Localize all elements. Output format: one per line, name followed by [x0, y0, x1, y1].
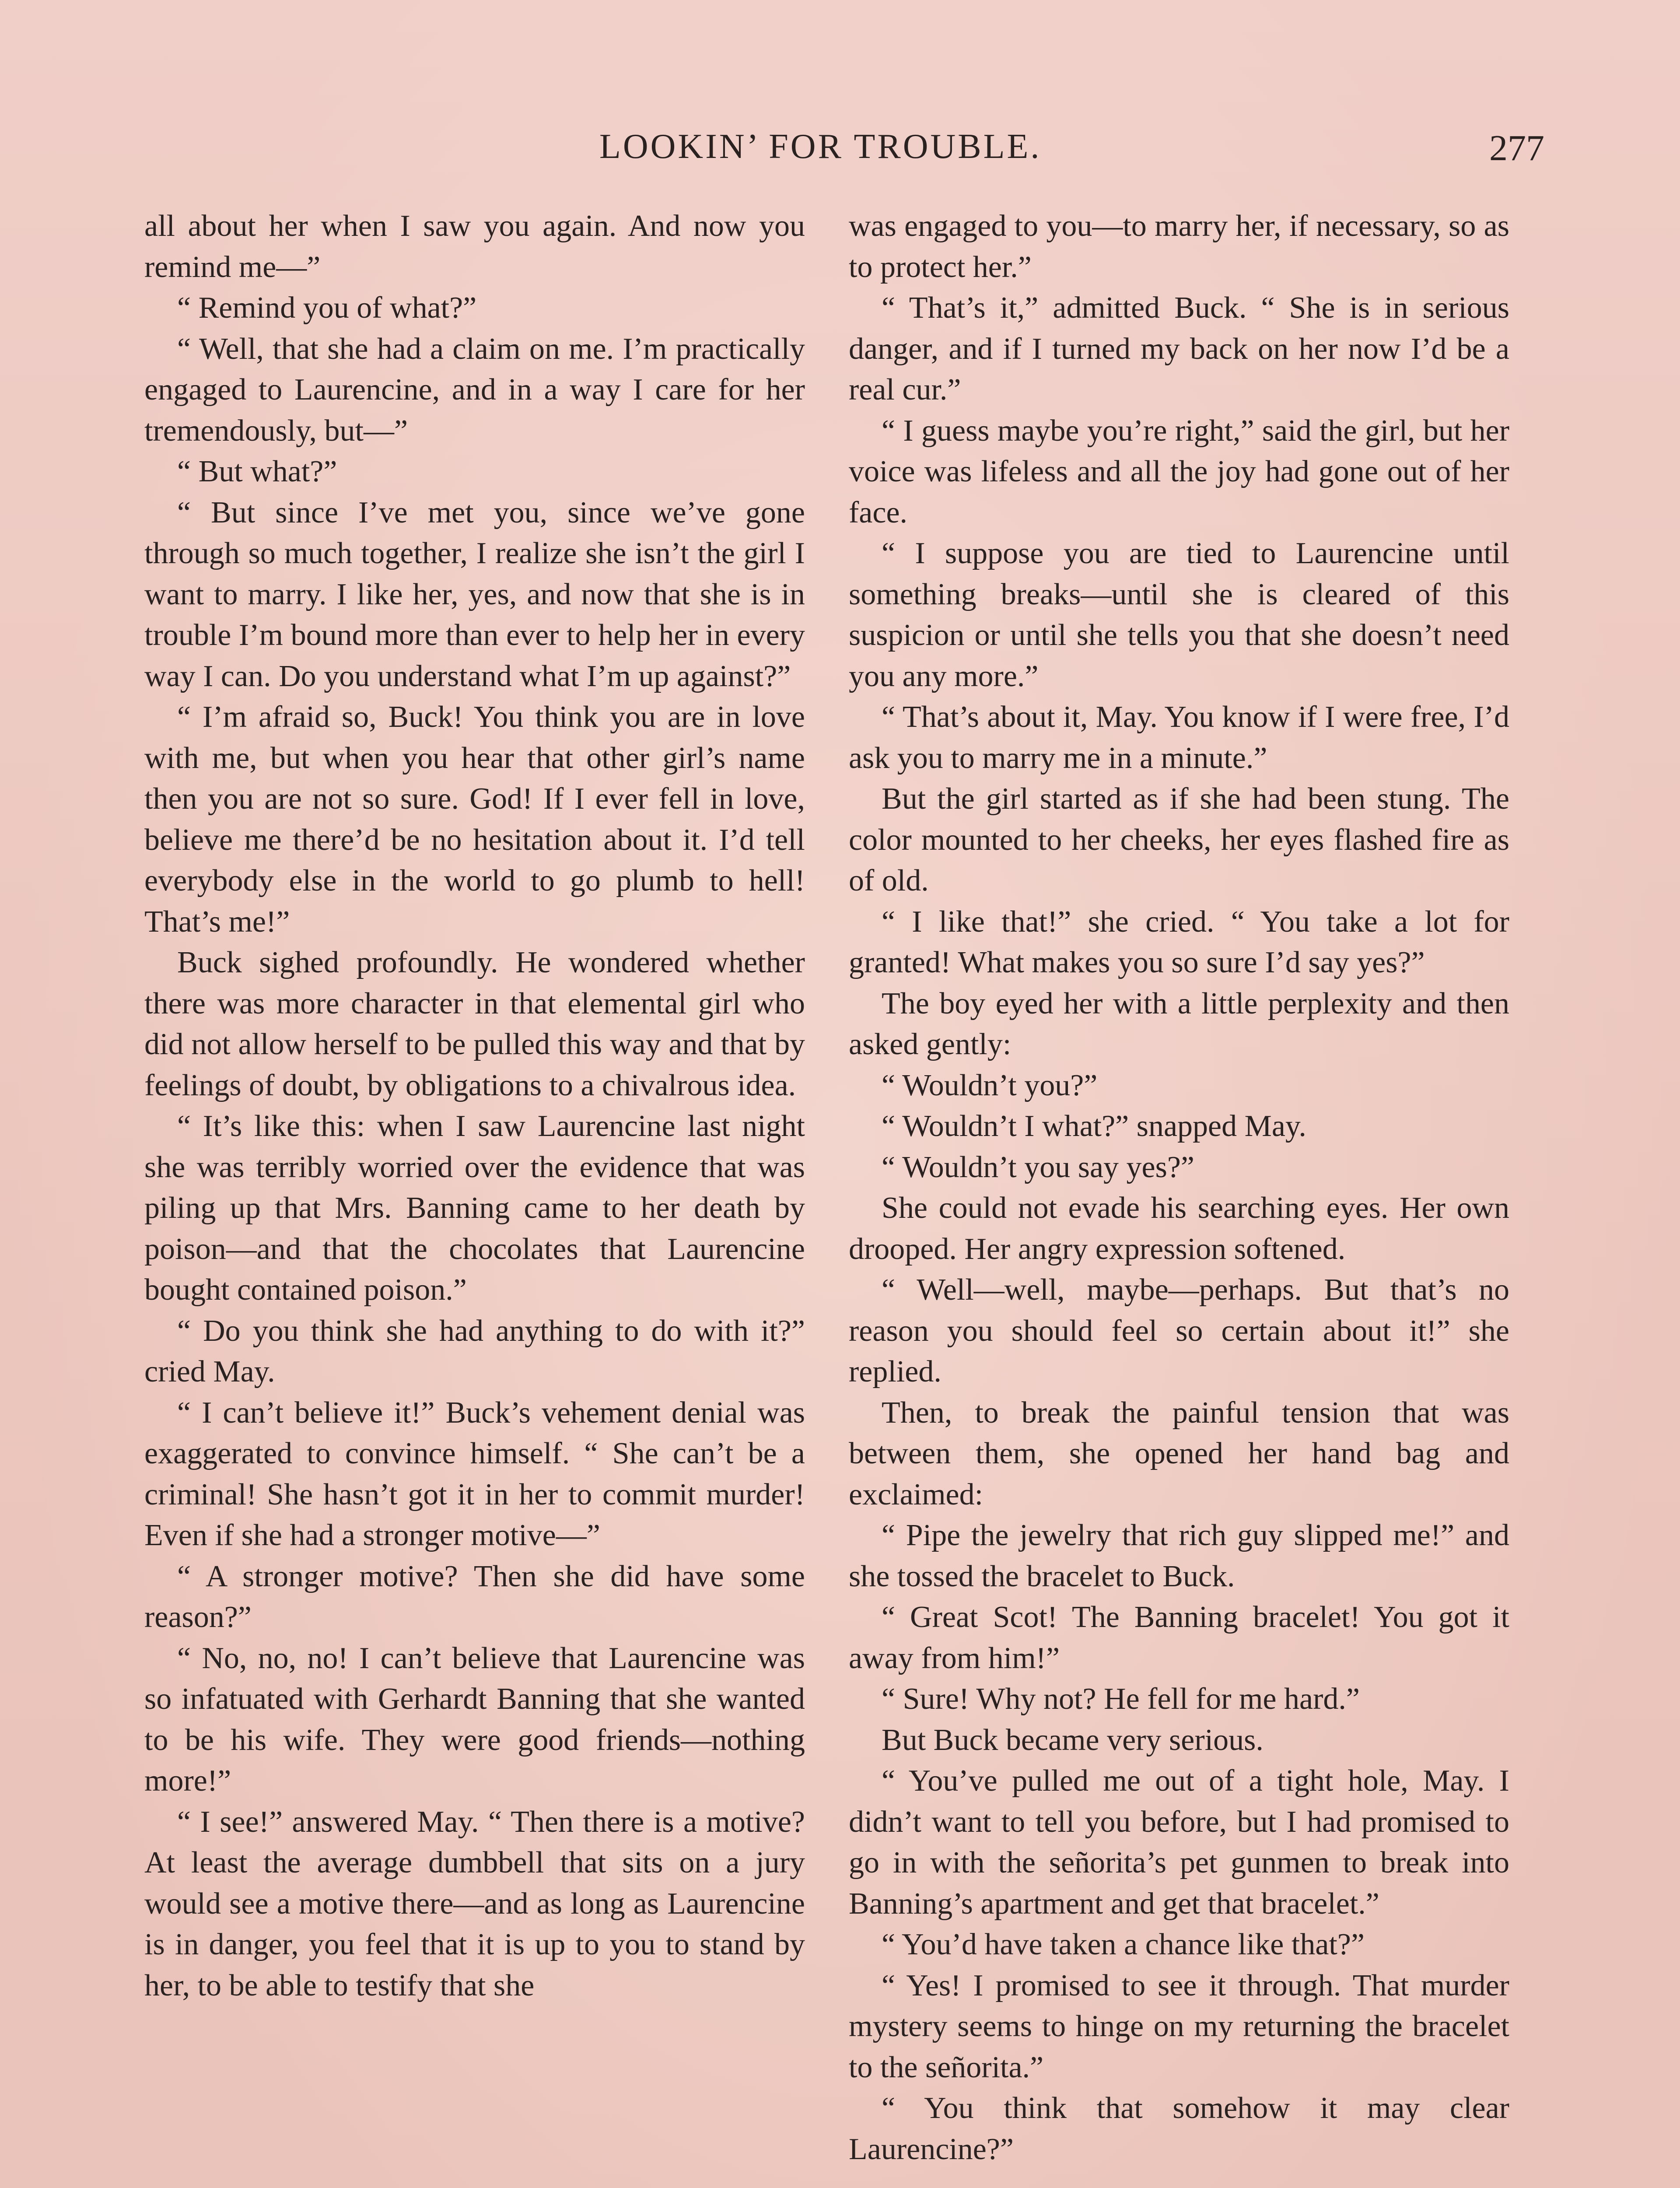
paragraph: But Buck became very serious. [882, 1723, 1264, 1757]
paragraph: “ I guess maybe you’re right,” said the girl, but her voice was lifeless and all the joy had gone out of her face. [849, 414, 1509, 529]
paragraph: Then, to break the painful tension that was between them, she opened her hand bag and exclaimed: [849, 1396, 1509, 1511]
paragraph: Buck sighed profoundly. He wondered whether there was more character in that elemental girl who did not allow herself to be pulled this way and that by feelings of doubt, by obligations to a chivalrous idea. [144, 946, 805, 1102]
paragraph: “ I like that!” she cried. “ You take a lot for granted! What makes you so sure I’d say yes?” [849, 905, 1509, 979]
paragraph: “ I’m afraid so, Buck! You think you are in love with me, but when you hear that other girl’s name then you are not so sure. God! If I ever fell in love, believe me there’d be no hesitation about it. I’d tell everybody else in the world to go plumb to hell! That’s me!” [144, 700, 805, 939]
paragraph: “ But since I’ve met you, since we’ve gone through so much together, I realize she isn’t the girl I want to marry. I like her, yes, and now that she is in trouble I’m bound more than ever to help her in every way I can. Do you understand what I’m up against?” [144, 495, 805, 693]
paragraph: “ I can’t believe it!” Buck’s vehement denial was exaggerated to convince himself. “ She can’t be a criminal! She hasn’t got it in her to commit murder! Even if she had a stronger motive—” [144, 1396, 805, 1552]
paragraph: “ That’s about it, May. You know if I were free, I’d ask you to marry me in a minute.” [849, 700, 1509, 775]
paragraph: “ Wouldn’t I what?” snapped May. [882, 1109, 1306, 1143]
paragraph: “ Yes! I promised to see it through. That murder mystery seems to hinge on my returning the bracelet to the señorita.” [849, 1968, 1509, 2084]
paragraph: all about her when I saw you again. And now you remind me—” [144, 209, 805, 284]
paragraph: “ Pipe the jewelry that rich guy slipped me!” and she tossed the bracelet to Buck. [849, 1518, 1509, 1593]
paragraph: “ No, no, no! I can’t believe that Laurencine was so infatuated with Gerhardt Banning that she wanted to be his wife. They were good friends—nothing more!” [144, 1641, 805, 1798]
paragraph: “ You’d have taken a chance like that?” [882, 1928, 1365, 1961]
paragraph: “ But what?” [177, 455, 337, 488]
paragraph: “ Well, that she had a claim on me. I’m practically engaged to Laurencine, and in a way I care for her tremendously, but—” [144, 332, 805, 448]
paragraph: “ That’s it,” admitted Buck. “ She is in serious danger, and if I turned my back on her now I’d be a real cur.” [849, 291, 1509, 407]
paragraph: “ Remind you of what?” [177, 291, 477, 325]
paragraph: “ I suppose you are tied to Laurencine until something breaks—until she is cleared of this suspicion or until she tells you that she doesn’t need you any more.” [849, 536, 1509, 693]
paragraph: “ Wouldn’t you say yes?” [882, 1150, 1194, 1184]
paragraph: “ It’s like this: when I saw Laurencine last night she was terribly worried over the evidence that was piling up that Mrs. Banning came to her death by poison—and that the chocolates that Laurencine bought contained poison.” [144, 1109, 805, 1307]
paragraph: “ Sure! Why not? He fell for me hard.” [882, 1682, 1360, 1716]
page-header [144, 127, 1544, 175]
paragraph: She could not evade his searching eyes. Her own drooped. Her angry expression softened. [849, 1191, 1509, 1266]
paragraph: “ You think that somehow it may clear Laurencine?” [849, 2091, 1509, 2166]
paragraph: But the girl started as if she had been stung. The color mounted to her cheeks, her eyes flashed fire as of old. [849, 782, 1509, 898]
paragraph: was engaged to you—to marry her, if necessary, so as to protect her.” [849, 209, 1509, 284]
paragraph: “ Wouldn’t you?” [882, 1068, 1098, 1102]
paragraph: “ A stronger motive? Then she did have some reason?” [144, 1559, 805, 1634]
paragraph: “ Well—well, maybe—perhaps. But that’s no reason you should feel so certain about it!” she replied. [849, 1273, 1509, 1389]
page-number: 277 [1489, 128, 1544, 168]
paragraph: “ Great Scot! The Banning bracelet! You got it away from him!” [849, 1600, 1509, 1675]
left-column [144, 206, 805, 2188]
paragraph: “ You’ve pulled me out of a tight hole, May. I didn’t want to tell you before, but I had promised to go in with the señorita’s pet gunmen to break into Banning’s apartment and get that bracelet.” [849, 1764, 1509, 1921]
running-title: LOOKIN’ FOR TROUBLE. [599, 127, 1042, 166]
right-column [849, 206, 1509, 2188]
paragraph: “ I see!” answered May. “ Then there is a motive? At least the average dumbbell that sits on a jury would see a motive there—and as long as Laurencine is in danger, you feel that it is up to you to stand by her, to be able to testify that she [144, 1805, 805, 2002]
paragraph: The boy eyed her with a little perplexity and then asked gently: [849, 986, 1509, 1061]
paragraph: “ Do you think she had anything to do with it?” cried May. [144, 1314, 805, 1389]
